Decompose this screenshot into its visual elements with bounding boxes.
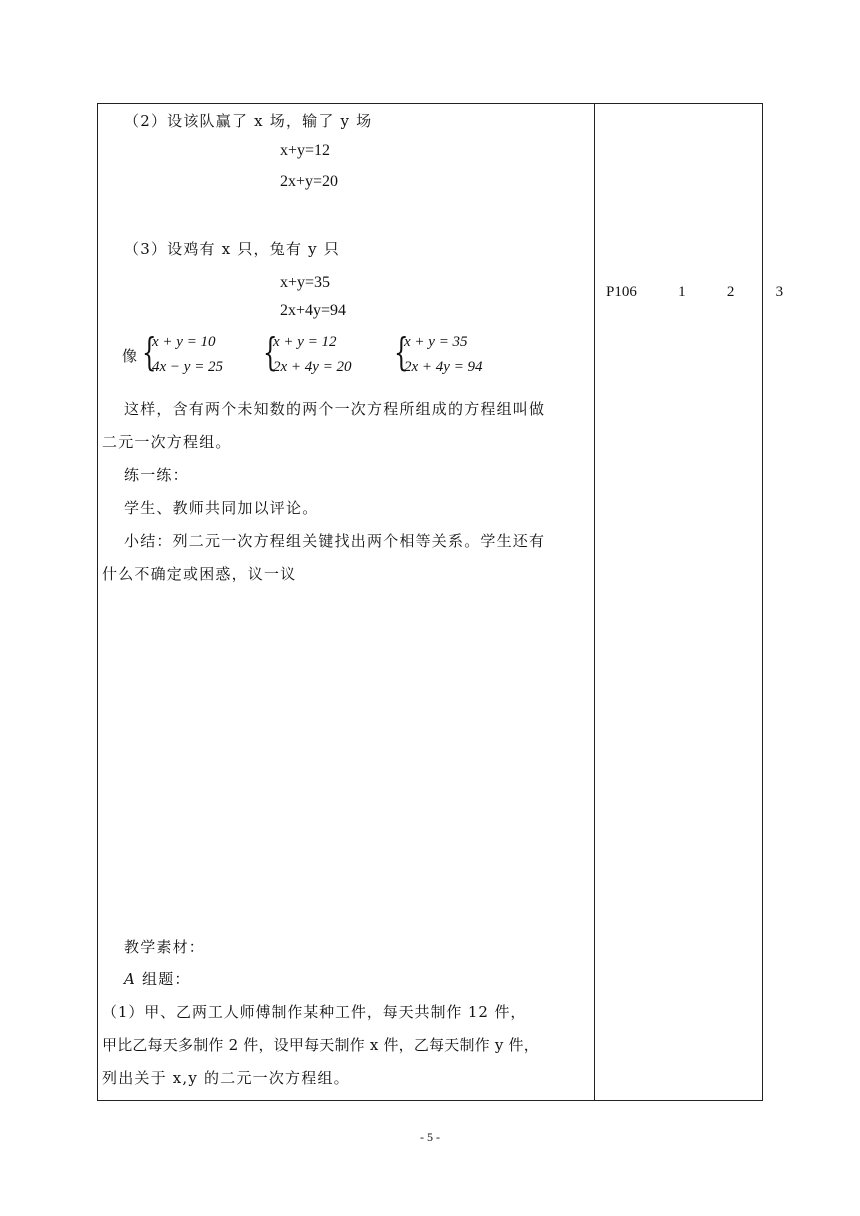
problem-3-intro: （3）设鸡有 x 只，兔有 y 只: [124, 240, 340, 258]
lesson-table: [97, 103, 763, 1101]
group-a-heading: [124, 968, 191, 989]
page-number: - 5 -: [420, 1130, 440, 1144]
problem-2-equation-1: x+y=12: [280, 142, 331, 159]
problem-line-2: 甲比乙每天多制作 2 件，设甲每天制作 x 件，乙每天制作 y 件，: [102, 1036, 539, 1054]
system-3-equation-1: x + y = 35: [404, 334, 468, 350]
system-3-equation-2: 2x + 4y = 94: [404, 359, 483, 375]
material-title: 教学素材：: [124, 938, 206, 956]
system-2-equation-2: 2x + 4y = 20: [273, 359, 352, 375]
like-label: 像: [122, 347, 139, 365]
equation-system-1: { x + y = 10 4x − y = 25: [142, 330, 224, 375]
system-1-equation-2: 4x − y = 25: [152, 359, 224, 375]
equation-system-2: { x + y = 12 2x + 4y = 20: [263, 330, 352, 375]
system-2-equation-1: x + y = 12: [273, 334, 337, 350]
problem-2-intro: （2）设该队赢了 x 场，输了 y 场: [124, 112, 373, 130]
definition-line-2: 二元一次方程组。: [102, 433, 232, 451]
problem-line-1: （1）甲、乙两工人师傅制作某种工件，每天共制作 12 件，: [102, 1003, 527, 1021]
definition-line-1: 这样，含有两个未知数的两个一次方程所组成的方程组叫做: [124, 400, 546, 418]
practice-heading: 练一练：: [124, 466, 189, 484]
column-divider: [594, 104, 595, 1100]
problem-3-equation-1: x+y=35: [280, 274, 331, 291]
comment-text: 学生、教师共同加以评论。: [124, 499, 319, 517]
group-a-letter: A: [124, 970, 137, 988]
system-1-equation-1: x + y = 10: [152, 334, 216, 350]
problem-line-3: 列出关于 x,y 的二元一次方程组。: [102, 1069, 350, 1087]
summary-line-2: 什么不确定或困惑，议一议: [102, 565, 297, 583]
group-a-suffix: 组题：: [136, 970, 191, 988]
exercise-reference: P106 1 2 3: [606, 284, 784, 300]
problem-3-equation-2: 2x+4y=94: [280, 302, 347, 319]
equation-system-3: { x + y = 35 2x + 4y = 94: [394, 330, 483, 375]
summary-line-1: 小结：列二元一次方程组关键找出两个相等关系。学生还有: [124, 532, 546, 550]
problem-2-equation-2: 2x+y=20: [280, 173, 339, 190]
